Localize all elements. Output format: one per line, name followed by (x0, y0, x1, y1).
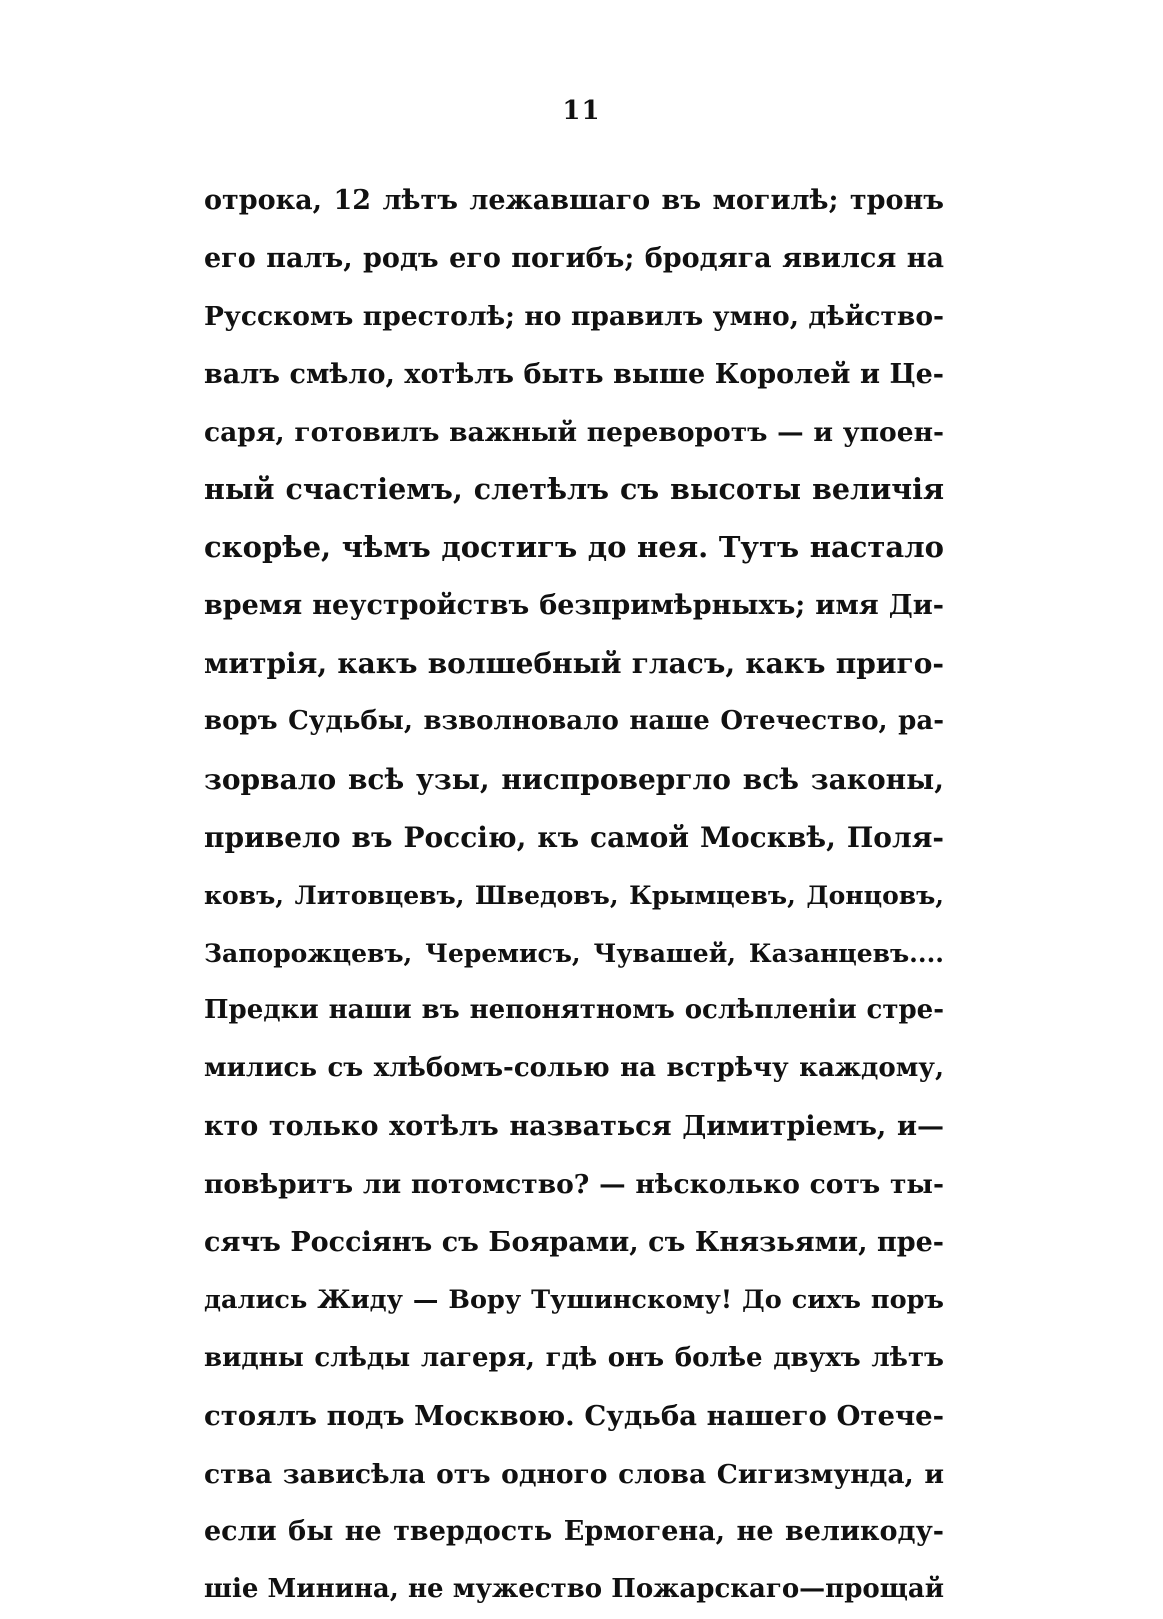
text-line: ный счастіемъ, слетѣлъ съ высоты величія (204, 472, 944, 507)
text-line: стоялъ подъ Москвою. Судьба нашего Отече- (204, 1399, 944, 1432)
text-line: дались Жиду — Вору Тушинскому! До сихъ поръ (204, 1284, 944, 1315)
text-line: ства зависѣла отъ одного слова Сигизмунда, и (204, 1458, 944, 1490)
page-number: 11 (562, 96, 601, 126)
text-line: шіе Минина, не мужество Пожарскаго—прощай (204, 1574, 944, 1605)
text-line: скорѣе, чѣмъ достигъ до нея. Тутъ настало (204, 530, 944, 565)
text-line: саря, готовилъ важный переворотъ — и упоен- (204, 416, 944, 448)
text-line: валъ смѣло, хотѣлъ быть выше Королей и Це- (204, 358, 944, 390)
text-line: Предки наши въ непонятномъ ослѣпленіи стре- (204, 995, 944, 1026)
text-line: зорвало всѣ узы, ниспровергло всѣ законы, (204, 762, 944, 796)
text-line: привело въ Россію, къ самой Москвѣ, Поля- (204, 820, 944, 854)
text-line: Запорожцевъ, Черемисъ, Чувашей, Казанцевъ.... (204, 938, 944, 968)
text-line: сячъ Россіянъ съ Боярами, съ Князьями, пре- (204, 1227, 944, 1259)
body-text (204, 172, 944, 1619)
text-line: Русскомъ престолѣ; но правилъ умно, дѣйство- (204, 300, 944, 332)
text-line: кто только хотѣлъ назваться Димитріемъ, и— (204, 1111, 944, 1143)
text-line: митрія, какъ волшебный гласъ, какъ приго- (204, 647, 944, 681)
text-line: время неустройствъ безпримѣрныхъ; имя Ди- (204, 590, 944, 622)
text-line: воръ Судьбы, взволновало наше Отечество, ра- (204, 706, 944, 737)
text-line: отрока, 12 лѣтъ лежавшаго въ могилѣ; тронъ (204, 185, 944, 216)
text-line: мились съ хлѣбомъ-солью на встрѣчу каждому, (204, 1053, 944, 1084)
text-line: повѣритъ ли потомство? — нѣсколько сотъ ты- (204, 1169, 944, 1201)
text-line: если бы не твердость Ермогена, не великоду- (204, 1516, 944, 1548)
text-line: ковъ, Литовцевъ, Шведовъ, Крымцевъ, Донцовъ, (204, 880, 944, 910)
text-line: видны слѣды лагеря, гдѣ онъ болѣе двухъ лѣтъ (204, 1342, 944, 1373)
text-line: его палъ, родъ его погибъ; бродяга явился на (204, 242, 944, 274)
